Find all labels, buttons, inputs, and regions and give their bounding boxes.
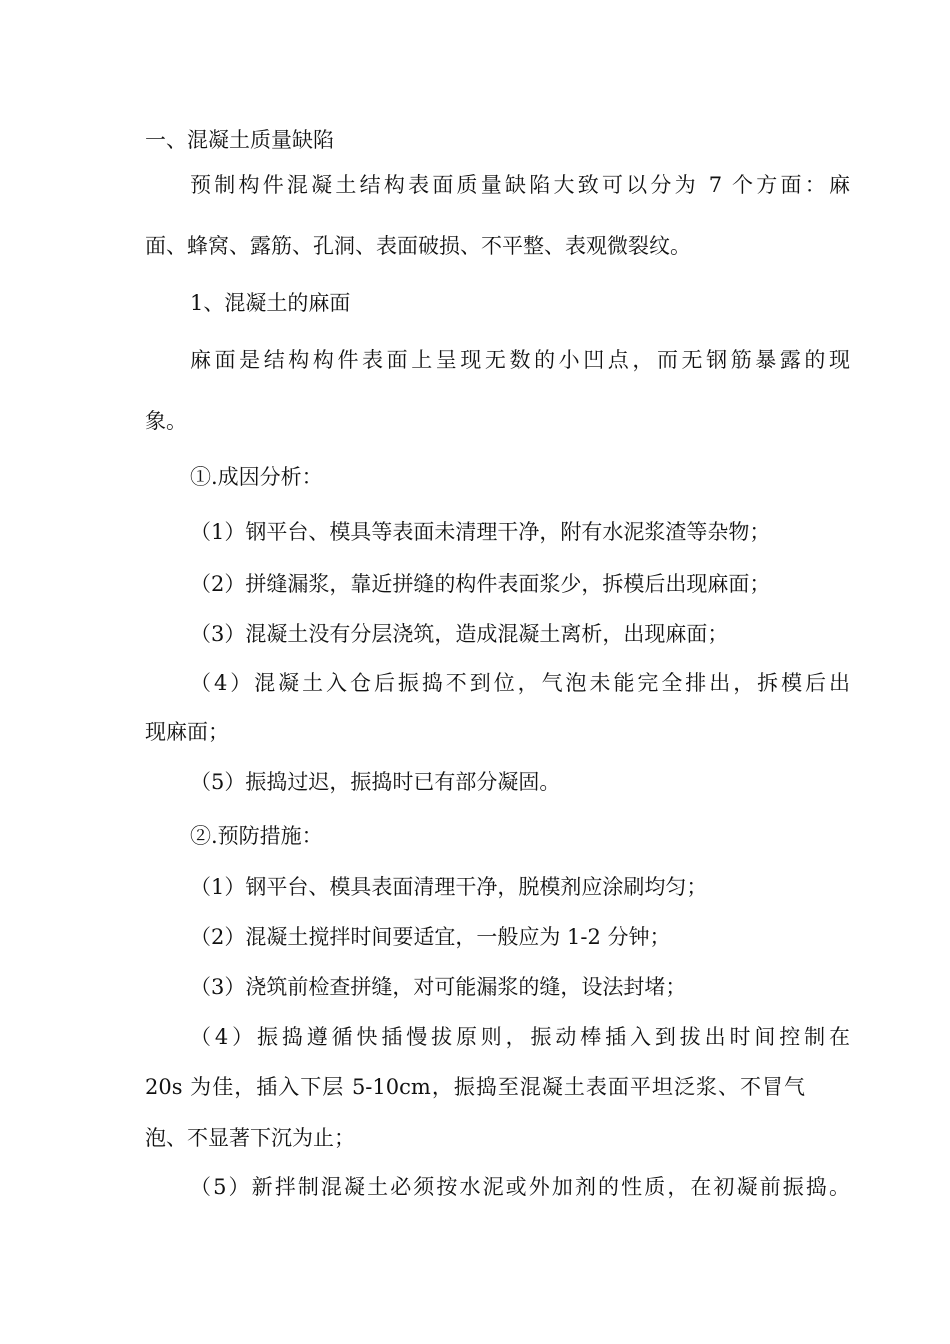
paragraph-line: 预制构件混凝土结构表面质量缺陷大致可以分为 7 个方面：麻 xyxy=(190,173,850,197)
paragraph-line: 麻面是结构构件表面上呈现无数的小凹点，而无钢筋暴露的现 xyxy=(190,348,850,372)
list-item: （3）浇筑前检查拼缝，对可能漏浆的缝，设法封堵； xyxy=(190,975,687,999)
list-item: （4）混凝土入仓后振捣不到位，气泡未能完全排出，拆模后出 xyxy=(190,671,850,695)
list-item: （5）振捣过迟，振捣时已有部分凝固。 xyxy=(190,770,561,794)
list-heading: ②.预防措施： xyxy=(190,824,323,848)
list-item: （4）振捣遵循快插慢拔原则，振动棒插入到拔出时间控制在 xyxy=(190,1025,850,1049)
section-heading: 一、混凝土质量缺陷 xyxy=(145,128,334,152)
paragraph-line: 象。 xyxy=(145,409,187,433)
list-item: （3）混凝土没有分层浇筑，造成混凝土离析，出现麻面； xyxy=(190,622,729,646)
list-item-continuation: 泡、不显著下沉为止； xyxy=(145,1126,355,1150)
paragraph-line: 面、蜂窝、露筋、孔洞、表面破损、不平整、表观微裂纹。 xyxy=(145,234,691,258)
list-item-continuation: 20s 为佳，插入下层 5-10cm，振捣至混凝土表面平坦泛浆、不冒气 xyxy=(145,1075,805,1099)
list-heading: ①.成因分析： xyxy=(190,465,323,489)
list-item: （1）钢平台、模具表面清理干净，脱模剂应涂刷均匀； xyxy=(190,875,708,899)
list-item: （2）拼缝漏浆，靠近拼缝的构件表面浆少，拆模后出现麻面； xyxy=(190,572,771,596)
list-item: （5）新拌制混凝土必须按水泥或外加剂的性质，在初凝前振捣。 xyxy=(190,1175,850,1199)
list-item: （2）混凝土搅拌时间要适宜，一般应为 1-2 分钟； xyxy=(190,925,671,949)
list-item-continuation: 现麻面； xyxy=(145,720,229,744)
subsection-heading: 1、混凝土的麻面 xyxy=(190,291,351,315)
list-item: （1）钢平台、模具等表面未清理干净，附有水泥浆渣等杂物； xyxy=(190,520,771,544)
